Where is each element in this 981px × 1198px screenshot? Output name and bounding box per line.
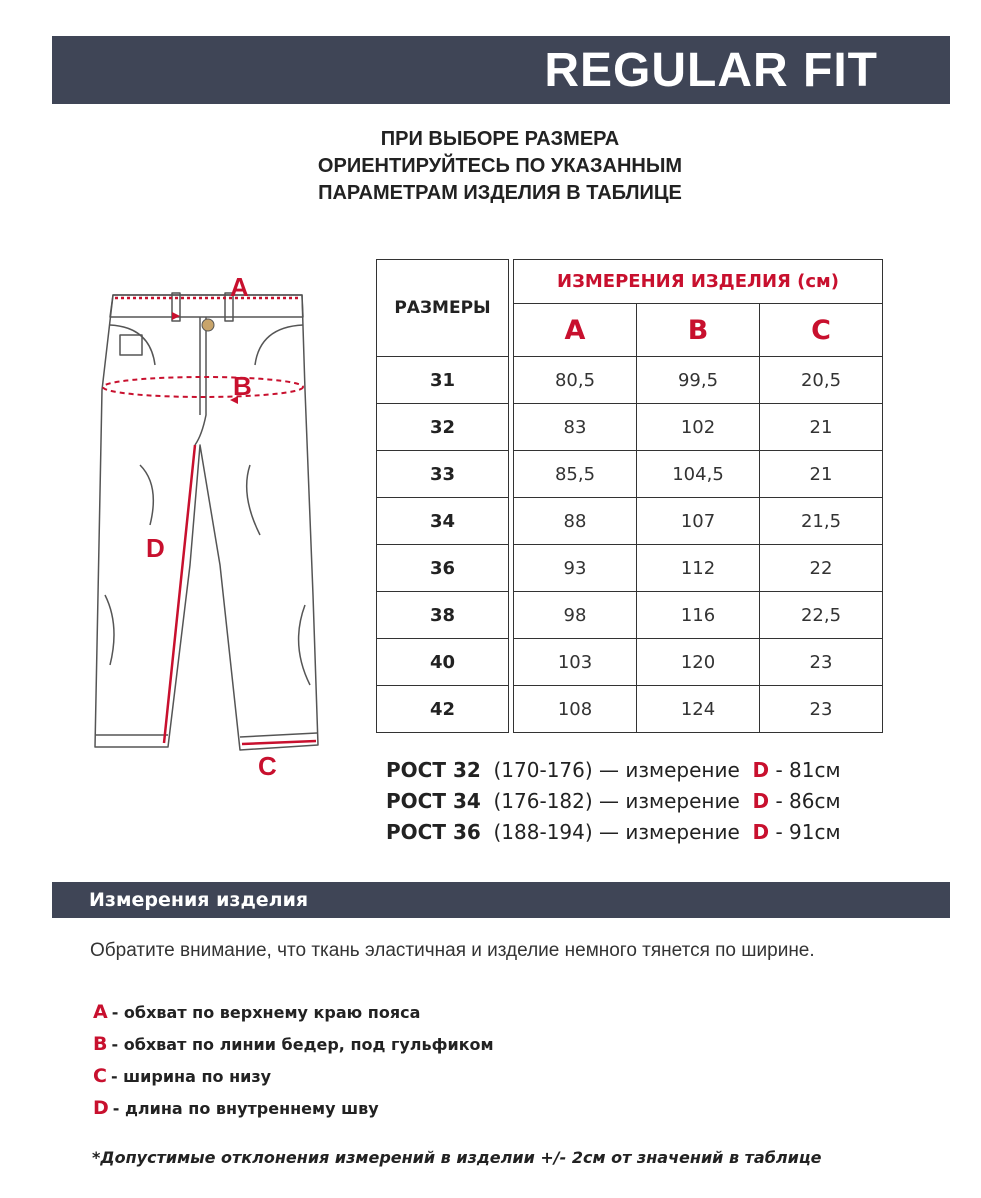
legend-item: D - длина по внутреннему шву	[93, 1097, 379, 1119]
legend-item: C - ширина по низу	[93, 1065, 272, 1087]
table-row: 34 88 107 21,5	[377, 498, 883, 545]
measure-line-b	[103, 377, 303, 397]
column-b: B	[637, 304, 760, 357]
instruction-line: ПРИ ВЫБОРЕ РАЗМЕРА	[380, 128, 620, 150]
sizes-header: РАЗМЕРЫ	[377, 260, 509, 357]
jeans-diagram	[80, 265, 320, 785]
fit-title: REGULAR FIT	[544, 44, 878, 97]
diagram-label-c: C	[258, 751, 277, 781]
table-row: 33 85,5 104,5 21	[377, 451, 883, 498]
table-row: 40 103 120 23	[377, 639, 883, 686]
legend-item: A - обхват по верхнему краю пояса	[93, 1001, 421, 1023]
instruction-line: ОРИЕНТИРУЙТЕСЬ ПО УКАЗАННЫМ	[317, 155, 683, 177]
column-c: C	[760, 304, 883, 357]
growth-row: РОСТ 34 (176-182) — измерение D - 86см	[386, 789, 841, 813]
diagram-label-b: B	[233, 371, 252, 401]
measurement-legend	[93, 998, 494, 1126]
size-table	[376, 259, 883, 733]
jeans-button	[202, 319, 214, 331]
diagram-label-a: A	[230, 272, 249, 302]
size-instruction	[220, 126, 780, 207]
table-row: 38 98 116 22,5	[377, 592, 883, 639]
legend-item: B - обхват по линии бедер, под гульфиком	[93, 1033, 494, 1055]
growth-row: РОСТ 32 (170-176) — измерение D - 81см	[386, 758, 841, 782]
growth-row: РОСТ 36 (188-194) — измерение D - 91см	[386, 820, 841, 844]
section-title: Измерения изделия	[89, 889, 309, 911]
measurements-header: ИЗМЕРЕНИЯ ИЗДЕЛИЯ (см)	[514, 260, 883, 304]
table-row: 31 80,5 99,5 20,5	[377, 357, 883, 404]
front-pocket-left	[110, 325, 155, 365]
table-row: 36 93 112 22	[377, 545, 883, 592]
measure-line-d	[164, 445, 195, 743]
measure-line-c	[242, 741, 316, 744]
fabric-note: Обратите внимание, что ткань эластичная и изделие немного тянется по ширине.	[90, 940, 815, 961]
tolerance-footnote: *Допустимые отклонения измерений в изделии +/- 2см от значений в таблице	[92, 1148, 822, 1167]
instruction-line: ПАРАМЕТРАМ ИЗДЕЛИЯ В ТАБЛИЦЕ	[318, 182, 682, 204]
header-band	[52, 36, 950, 104]
table-row: 42 108 124 23	[377, 686, 883, 733]
growth-list	[386, 755, 841, 848]
front-pocket-right	[255, 325, 303, 365]
section-band	[52, 882, 950, 918]
diagram-label-d: D	[146, 533, 165, 563]
table-row: 32 83 102 21	[377, 404, 883, 451]
column-a: A	[514, 304, 637, 357]
